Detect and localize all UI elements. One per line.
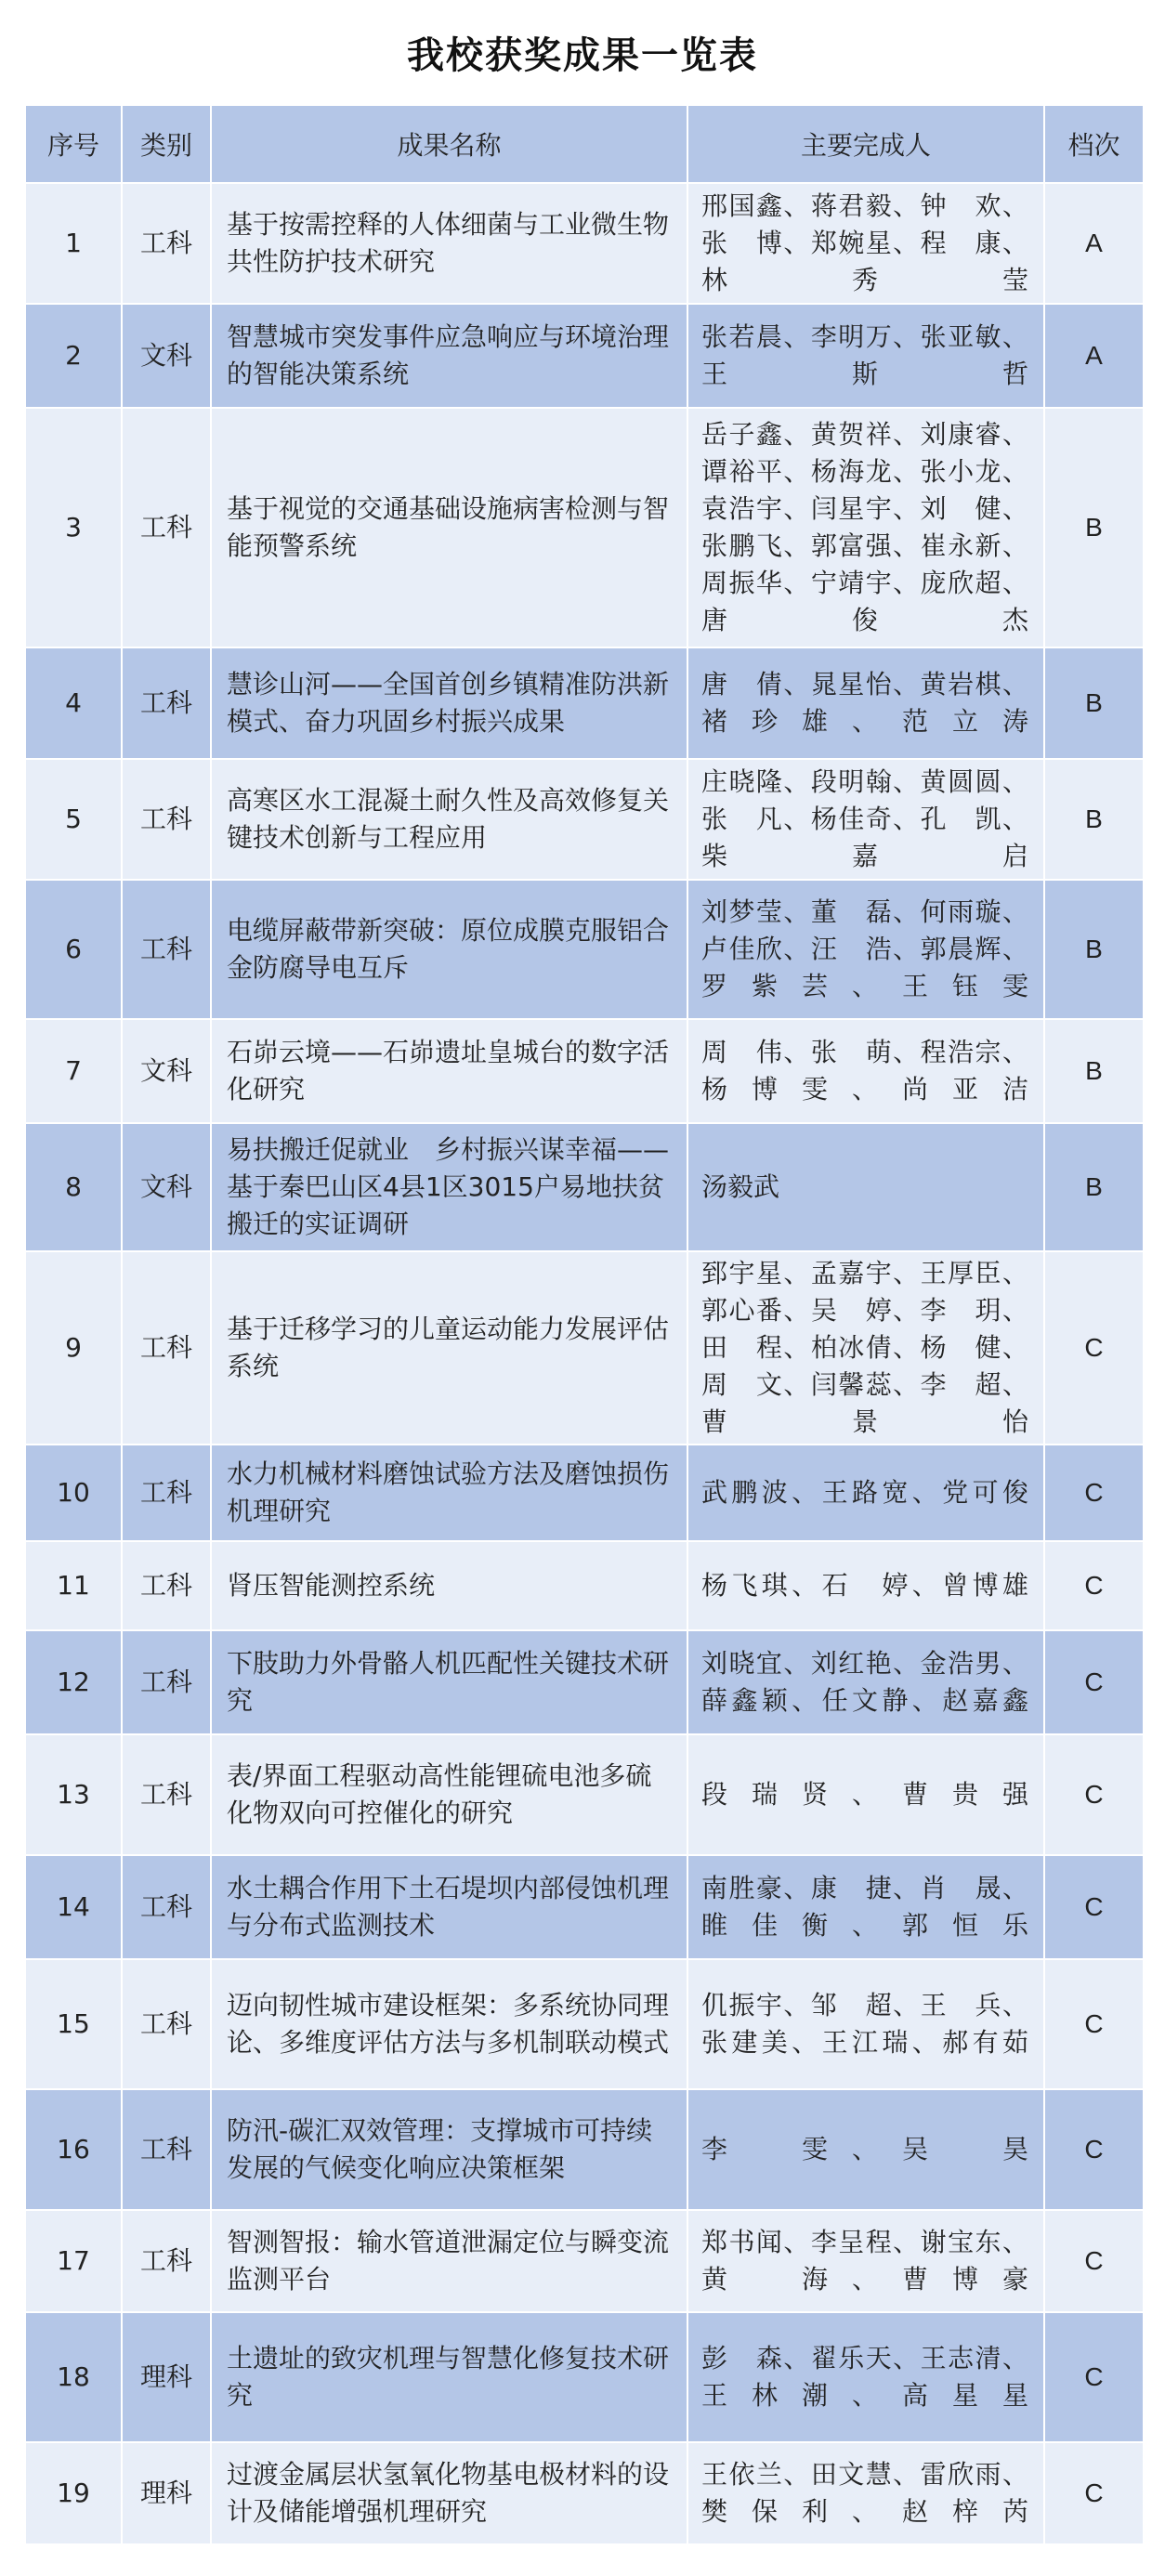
cell-name: 智慧城市突发事件应急响应与环境治理的智能决策系统 (211, 304, 687, 408)
cell-people: 郅宇星、孟嘉宇、王厚臣、郭心番、吴 婷、李 玥、田 程、柏冰倩、杨 健、周 文、闫馨蕊、李 超、曹景怡 (687, 1251, 1044, 1445)
cell-category: 工科 (122, 1541, 211, 1630)
cell-people: 郑书闻、李呈程、谢宝东、黄 海、曹博豪 (687, 2210, 1044, 2312)
cell-people: 岳子鑫、黄贺祥、刘康睿、谭裕平、杨海龙、张小龙、袁浩宇、闫星宇、刘 健、张鹏飞、郭富强、崔永新、周振华、宁靖宇、庞欣超、唐俊杰 (687, 408, 1044, 647)
cell-no: 18 (25, 2312, 122, 2442)
cell-level: B (1044, 880, 1144, 1019)
cell-level: C (1044, 1445, 1144, 1541)
cell-level: C (1044, 2312, 1144, 2442)
cell-people: 周 伟、张 萌、程浩宗、杨博雯、尚亚洁 (687, 1019, 1044, 1123)
cell-no: 10 (25, 1445, 122, 1541)
cell-people: 杨飞琪、石 婷、曾博雄 (687, 1541, 1044, 1630)
cell-no: 2 (25, 304, 122, 408)
cell-category: 工科 (122, 1959, 211, 2089)
cell-category: 工科 (122, 1630, 211, 1734)
cell-people: 邢国鑫、蒋君毅、钟 欢、张 博、郑婉星、程 康、林秀莹 (687, 183, 1044, 304)
header-name: 成果名称 (211, 105, 687, 183)
cell-level: C (1044, 1541, 1144, 1630)
cell-category: 工科 (122, 647, 211, 759)
cell-level: C (1044, 1630, 1144, 1734)
table-row (25, 2089, 1144, 2210)
cell-level: C (1044, 2089, 1144, 2210)
cell-level: C (1044, 2442, 1144, 2544)
cell-category: 工科 (122, 880, 211, 1019)
cell-people: 仉振宇、邹 超、王 兵、张建美、王江瑞、郝有茹 (687, 1959, 1044, 2089)
table-header-row (25, 105, 1144, 183)
page-title: 我校获奖成果一览表 (407, 33, 758, 77)
header-category: 类别 (122, 105, 211, 183)
cell-no: 15 (25, 1959, 122, 2089)
table-row (25, 1630, 1144, 1734)
cell-category: 工科 (122, 2210, 211, 2312)
table-row (25, 2312, 1144, 2442)
cell-people: 段瑞贤、曹贵强 (687, 1734, 1044, 1855)
cell-no: 1 (25, 183, 122, 304)
cell-name: 基于按需控释的人体细菌与工业微生物共性防护技术研究 (211, 183, 687, 304)
cell-level: B (1044, 1019, 1144, 1123)
table-row (25, 408, 1144, 647)
cell-category: 工科 (122, 183, 211, 304)
cell-name: 易扶搬迁促就业 乡村振兴谋幸福——基于秦巴山区4县1区3015户易地扶贫搬迁的实证调研 (211, 1123, 687, 1251)
cell-level: B (1044, 408, 1144, 647)
table-body (25, 183, 1144, 2544)
cell-no: 9 (25, 1251, 122, 1445)
cell-category: 工科 (122, 408, 211, 647)
table-row (25, 759, 1144, 880)
cell-no: 11 (25, 1541, 122, 1630)
cell-name: 水土耦合作用下土石堤坝内部侵蚀机理与分布式监测技术 (211, 1855, 687, 1959)
cell-people: 彭 森、翟乐天、王志清、王林潮、高星星 (687, 2312, 1044, 2442)
header-level: 档次 (1044, 105, 1144, 183)
cell-people: 南胜豪、康 捷、肖 晟、睢佳衡、郭恒乐 (687, 1855, 1044, 1959)
cell-name: 慧诊山河——全国首创乡镇精准防洪新模式、奋力巩固乡村振兴成果 (211, 647, 687, 759)
cell-level: A (1044, 304, 1144, 408)
cell-no: 8 (25, 1123, 122, 1251)
table-row (25, 1445, 1144, 1541)
table-row (25, 2442, 1144, 2544)
cell-name: 过渡金属层状氢氧化物基电极材料的设计及储能增强机理研究 (211, 2442, 687, 2544)
cell-people: 张若晨、李明万、张亚敏、王斯哲 (687, 304, 1044, 408)
cell-name: 下肢助力外骨骼人机匹配性关键技术研究 (211, 1630, 687, 1734)
cell-people: 唐 倩、晁星怡、黄岩棋、褚珍雄、范立涛 (687, 647, 1044, 759)
cell-people: 武鹏波、王路宽、党可俊 (687, 1445, 1044, 1541)
header-no: 序号 (25, 105, 122, 183)
cell-no: 4 (25, 647, 122, 759)
cell-name: 迈向韧性城市建设框架：多系统协同理论、多维度评估方法与多机制联动模式 (211, 1959, 687, 2089)
cell-category: 工科 (122, 2089, 211, 2210)
cell-level: C (1044, 1251, 1144, 1445)
cell-no: 6 (25, 880, 122, 1019)
cell-category: 工科 (122, 759, 211, 880)
awards-table (24, 104, 1145, 2545)
cell-people: 刘梦莹、董 磊、何雨璇、卢佳欣、汪 浩、郭晨辉、罗紫芸、王钰雯 (687, 880, 1044, 1019)
cell-no: 13 (25, 1734, 122, 1855)
cell-category: 工科 (122, 1445, 211, 1541)
table-row (25, 1541, 1144, 1630)
cell-people: 李 雯、吴 昊 (687, 2089, 1044, 2210)
cell-category: 文科 (122, 1019, 211, 1123)
cell-name: 水力机械材料磨蚀试验方法及磨蚀损伤机理研究 (211, 1445, 687, 1541)
table-row (25, 647, 1144, 759)
header-people: 主要完成人 (687, 105, 1044, 183)
table-row (25, 1734, 1144, 1855)
table-row (25, 304, 1144, 408)
cell-level: C (1044, 1855, 1144, 1959)
cell-no: 12 (25, 1630, 122, 1734)
cell-category: 理科 (122, 2312, 211, 2442)
cell-name: 防汛-碳汇双效管理：支撑城市可持续发展的气候变化响应决策框架 (211, 2089, 687, 2210)
cell-level: B (1044, 1123, 1144, 1251)
cell-name: 表/界面工程驱动高性能锂硫电池多硫化物双向可控催化的研究 (211, 1734, 687, 1855)
table-row (25, 1019, 1144, 1123)
cell-no: 17 (25, 2210, 122, 2312)
cell-name: 智测智报：输水管道泄漏定位与瞬变流监测平台 (211, 2210, 687, 2312)
cell-category: 理科 (122, 2442, 211, 2544)
cell-level: C (1044, 1959, 1144, 2089)
cell-no: 19 (25, 2442, 122, 2544)
table-row (25, 183, 1144, 304)
table-row (25, 1855, 1144, 1959)
cell-no: 16 (25, 2089, 122, 2210)
cell-name: 基于视觉的交通基础设施病害检测与智能预警系统 (211, 408, 687, 647)
cell-people: 刘晓宜、刘红艳、金浩男、薛鑫颖、任文静、赵嘉鑫 (687, 1630, 1044, 1734)
cell-category: 文科 (122, 304, 211, 408)
cell-name: 高寒区水工混凝土耐久性及高效修复关键技术创新与工程应用 (211, 759, 687, 880)
cell-name: 电缆屏蔽带新突破：原位成膜克服铝合金防腐导电互斥 (211, 880, 687, 1019)
cell-level: B (1044, 647, 1144, 759)
cell-level: B (1044, 759, 1144, 880)
table-row (25, 1251, 1144, 1445)
cell-name: 基于迁移学习的儿童运动能力发展评估系统 (211, 1251, 687, 1445)
cell-name: 石峁云境——石峁遗址皇城台的数字活化研究 (211, 1019, 687, 1123)
cell-category: 文科 (122, 1123, 211, 1251)
cell-no: 7 (25, 1019, 122, 1123)
cell-level: C (1044, 1734, 1144, 1855)
cell-people: 汤毅武 (687, 1123, 1044, 1251)
cell-level: C (1044, 2210, 1144, 2312)
table-row (25, 2210, 1144, 2312)
cell-category: 工科 (122, 1251, 211, 1445)
table-row (25, 1123, 1144, 1251)
cell-category: 工科 (122, 1855, 211, 1959)
cell-name: 土遗址的致灾机理与智慧化修复技术研究 (211, 2312, 687, 2442)
table-row (25, 880, 1144, 1019)
cell-name: 肾压智能测控系统 (211, 1541, 687, 1630)
cell-people: 王依兰、田文慧、雷欣雨、樊保利、赵梓芮 (687, 2442, 1044, 2544)
cell-people: 庄晓隆、段明翰、黄圆圆、张 凡、杨佳奇、孔 凯、柴嘉启 (687, 759, 1044, 880)
table-row (25, 1959, 1144, 2089)
cell-no: 5 (25, 759, 122, 880)
cell-level: A (1044, 183, 1144, 304)
cell-no: 14 (25, 1855, 122, 1959)
cell-no: 3 (25, 408, 122, 647)
cell-category: 工科 (122, 1734, 211, 1855)
